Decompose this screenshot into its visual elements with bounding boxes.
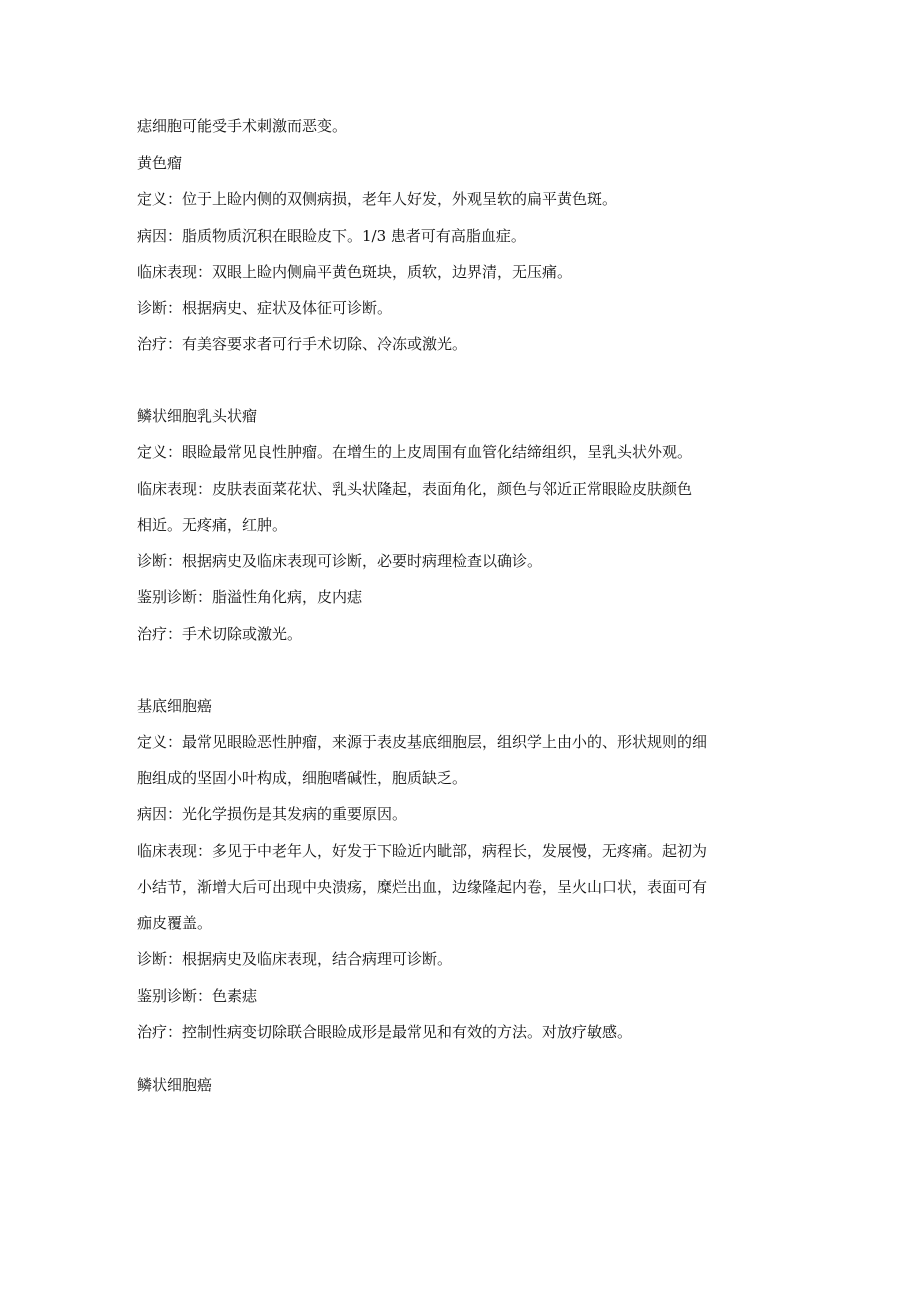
section-heading-xanthoma: 黄色瘤 (137, 154, 183, 172)
xanthoma-etiology: 病因：脂质物质沉积在眼睑皮下。1/3 患者可有高脂血症。 (137, 227, 526, 245)
bcc-differential: 鉴别诊断：色素痣 (137, 987, 258, 1005)
papilloma-differential: 鉴别诊断：脂溢性角化病，皮内痣 (137, 588, 363, 606)
bcc-clinical-line1: 临床表现：多见于中老年人，好发于下睑近内眦部，病程长，发展慢，无疼痛。起初为 (137, 842, 708, 860)
xanthoma-clinical: 临床表现：双眼上睑内侧扁平黄色斑块，质软，边界清，无压痛。 (137, 263, 573, 281)
bcc-etiology: 病因：光化学损伤是其发病的重要原因。 (137, 805, 408, 823)
papilloma-clinical-line1: 临床表现：皮肤表面菜花状、乳头状隆起，表面角化，颜色与邻近正常眼睑皮肤颜色 (137, 480, 693, 498)
xanthoma-diagnosis: 诊断：根据病史、症状及体征可诊断。 (137, 299, 393, 317)
papilloma-definition: 定义：眼睑最常见良性肿瘤。在增生的上皮周围有血管化结缔组织，呈乳头状外观。 (137, 443, 693, 461)
bcc-treatment: 治疗：控制性病变切除联合眼睑成形是最常见和有效的方法。对放疗敏感。 (137, 1023, 633, 1041)
bcc-clinical-line2: 小结节，渐增大后可出现中央溃疡，糜烂出血，边缘隆起内卷，呈火山口状，表面可有 (137, 878, 708, 896)
papilloma-treatment: 治疗：手术切除或激光。 (137, 625, 303, 643)
section-heading-basal-cell-carcinoma: 基底细胞癌 (137, 697, 213, 715)
xanthoma-definition: 定义：位于上睑内侧的双侧病损，老年人好发，外观呈软的扁平黄色斑。 (137, 190, 618, 208)
papilloma-diagnosis: 诊断：根据病史及临床表现可诊断，必要时病理检查以确诊。 (137, 552, 543, 570)
section-heading-squamous-cell-carcinoma: 鳞状细胞癌 (137, 1076, 213, 1094)
bcc-definition-line2: 胞组成的坚固小叶构成，细胞嗜碱性，胞质缺乏。 (137, 769, 468, 787)
section-heading-squamous-papilloma: 鳞状细胞乳头状瘤 (137, 407, 258, 425)
bcc-definition-line1: 定义：最常见眼睑恶性肿瘤，来源于表皮基底细胞层，组织学上由小的、形状规则的细 (137, 733, 708, 751)
xanthoma-treatment: 治疗：有美容要求者可行手术切除、冷冻或激光。 (137, 335, 468, 353)
papilloma-clinical-line2: 相近。无疼痛，红肿。 (137, 516, 288, 534)
bcc-diagnosis: 诊断：根据病史及临床表现，结合病理可诊断。 (137, 950, 453, 968)
bcc-clinical-line3: 痂皮覆盖。 (137, 914, 213, 932)
intro-paragraph: 痣细胞可能受手术刺激而恶变。 (137, 117, 348, 135)
